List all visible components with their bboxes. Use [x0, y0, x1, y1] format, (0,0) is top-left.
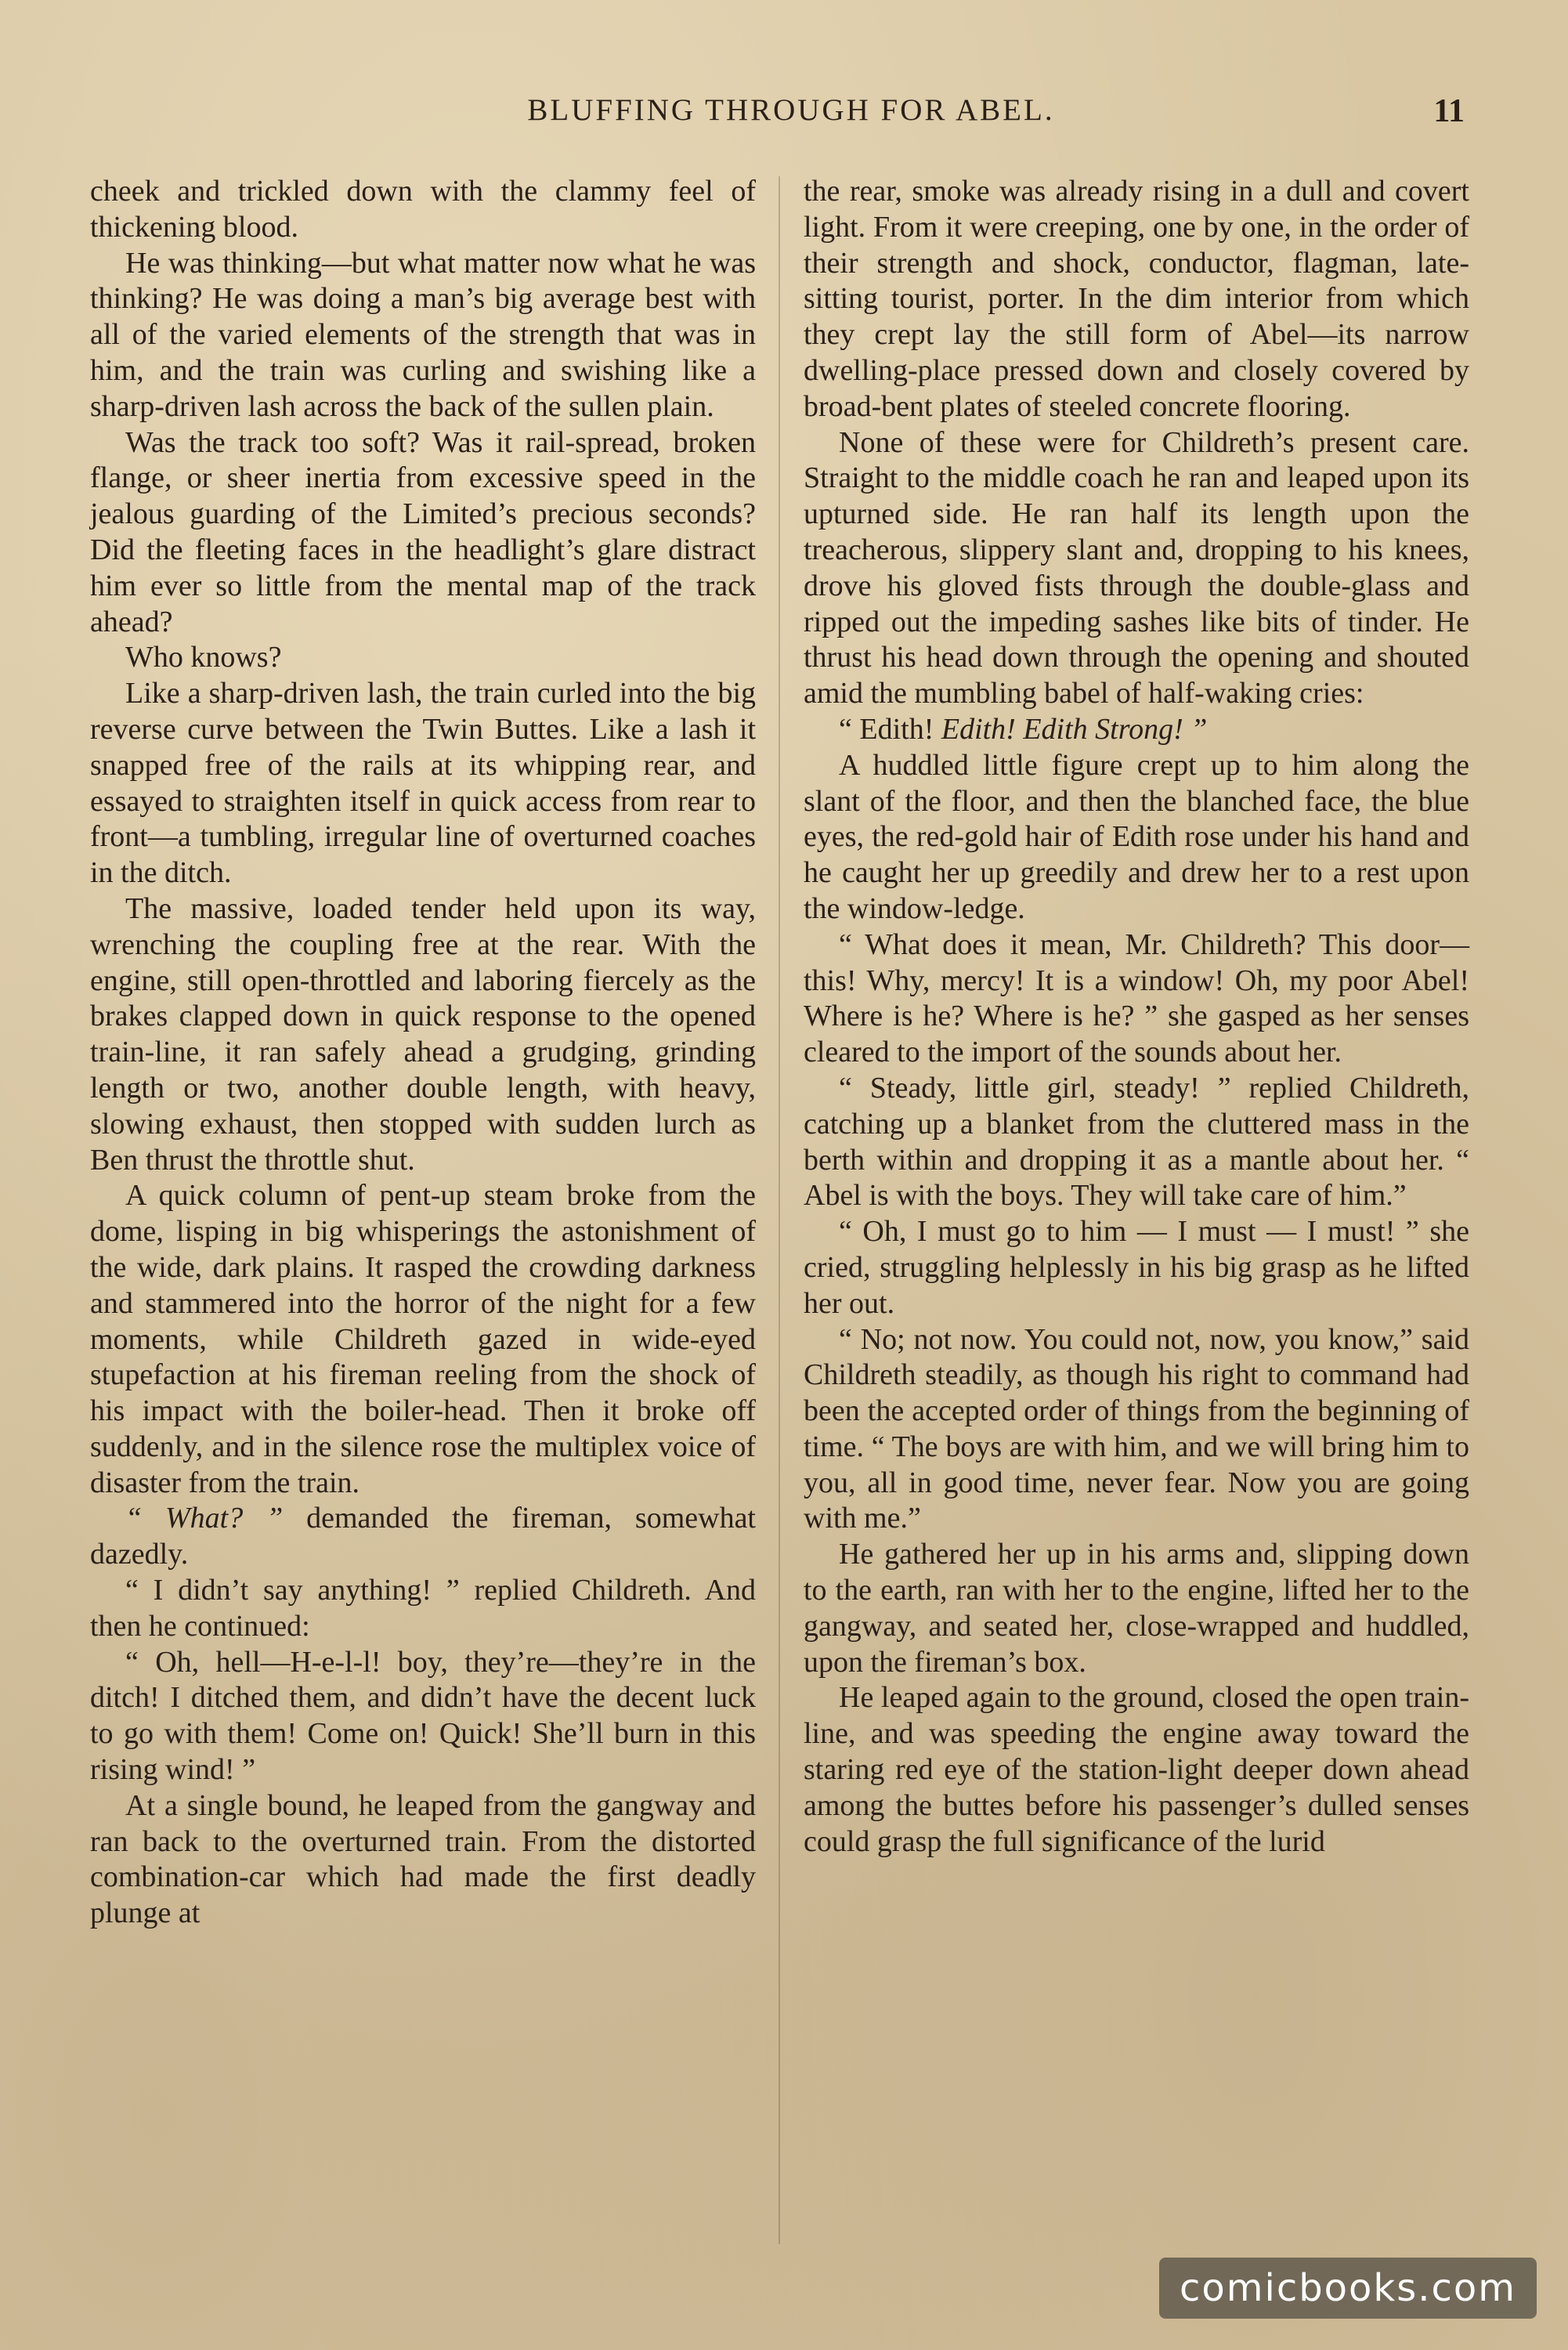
paragraph-text: cheek and trickled down with the clammy feel of thickening blood.	[90, 175, 756, 244]
paragraph-text: “ No; not now. You could not, now, you know,” said Childreth steadily, as though his right to command had been the accepted order of things from the beginning of time. “ The boys are with him, and we will bring him to you, all in good time, never fear. Now you are going with me.”	[804, 1322, 1469, 1535]
paragraph-text: A quick column of pent-up steam broke from the dome, lisping in big whisperings the astonishment of the wide, dark plains. It rasped the crowding darkness and stammered into the horror of the night for a few moments, while Childreth gazed in wide-eyed stupefaction at his fireman reeling from the shock of his impact with the boiler-head. Then it broke off suddenly, and in the silence rose the multiplex voice of disaster from the train.	[90, 1179, 756, 1499]
paragraph	[90, 1178, 756, 1501]
site-watermark	[1159, 2258, 1537, 2319]
column-gutter	[779, 176, 780, 2244]
paragraph-text: The massive, loaded tender held upon its way, wrenching the coupling free at the rear. With the engine, still open-throttled and laboring fiercely as the brakes clapped down in quick response to the opened train-line, it ran safely ahead a grudging, grinding length or two, another double length, with heavy, slowing exhaust, then stopped with sudden lurch as Ben thrust the throttle shut.	[90, 891, 756, 1177]
paragraph-text: He gathered her up in his arms and, slipping down to the earth, ran with her to the engine, lifted her to the gangway, and seated her, close-wrapped and huddled, upon the fireman’s box.	[804, 1538, 1469, 1679]
paragraph-text: “ I didn’t say anything! ” replied Childreth. And then he continued:	[90, 1574, 756, 1643]
paragraph	[804, 174, 1469, 425]
paragraph-text: the rear, smoke was already rising in a dull and covert light. From it were creeping, one by one, in the order of their strength and shock, conductor, flagman, late-sitting tourist, porter. In the dim interior from which they crept lay the still form of Abel—its narrow dwelling-place pressed down and closely covered by broad-bent plates of steeled concrete flooring.	[804, 175, 1469, 423]
paragraph-text: “ Oh, hell—H-e-l-l! boy, they’re—they’re in the ditch! I ditched them, and didn’t have the decent luck to go with them! Come on! Quick! She’ll burn in this rising wind! ”	[90, 1645, 756, 1787]
paragraph-text: “ Oh, I must go to him — I must — I must! ” she cried, struggling helplessly in his big grasp as he lifted her out.	[804, 1215, 1469, 1320]
paragraph	[90, 425, 756, 641]
paragraph	[804, 1680, 1469, 1860]
paragraph	[804, 1322, 1469, 1538]
paragraph-text: “ Steady, little girl, steady! ” replied Childreth, catching up a blanket from the cluttered mass in the berth within and dropping it as a mantle about her. “ Abel is with the boys. They will take care of him.”	[804, 1071, 1469, 1213]
right-text-column	[804, 174, 1469, 1860]
paragraph	[804, 748, 1469, 927]
left-text-column	[90, 174, 756, 1932]
paragraph	[804, 1537, 1469, 1680]
running-title: BLUFFING THROUGH FOR ABEL.	[527, 93, 1055, 127]
paragraph	[804, 1214, 1469, 1321]
paragraph-text: “ What does it mean, Mr. Childreth? This door—this! Why, mercy! It is a window! Oh, my poor Abel! Where is he? Where is he? ” she gasped as her senses cleared to the import of the sounds about her.	[804, 927, 1469, 1069]
paragraph-text: At a single bound, he leaped from the gangway and ran back to the overturned train. From the distorted combination-car which had made the first deadly plunge at	[90, 1788, 756, 1930]
paragraph	[90, 891, 756, 1178]
paragraph	[804, 712, 1469, 748]
page-number: 11	[1433, 93, 1465, 129]
paragraph	[90, 246, 756, 425]
italic-text: Edith! Edith Strong! ”	[941, 712, 1208, 746]
paragraph-text: A huddled little figure crept up to him along the slant of the floor, and then the blanched face, the blue eyes, the red-gold hair of Edith rose under his hand and he caught her up greedily and drew her to a rest upon the window-ledge.	[804, 748, 1469, 925]
paragraph	[804, 927, 1469, 1071]
paragraph-text: Like a sharp-driven lash, the train curled into the big reverse curve between the Twin Buttes. Like a lash it snapped free of the rails at its whipping rear, and essayed to straighten itself in quick access from rear to front—a tumbling, irregular line of overturned coaches in the ditch.	[90, 677, 756, 890]
paragraph-text: “ Edith!	[839, 712, 941, 746]
paragraph	[90, 640, 756, 676]
paragraph	[90, 1573, 756, 1645]
paragraph	[90, 1501, 756, 1573]
paragraph-text: None of these were for Childreth’s present care. Straight to the middle coach he ran and leaped upon its upturned side. He ran half its length upon the treacherous, slippery slant and, dropping to his knees, drove his gloved fists through the double-glass and ripped out the impeding sashes like bits of tinder. He thrust his head down through the opening and shouted amid the mumbling babel of half-waking cries:	[804, 425, 1469, 710]
paragraph	[90, 174, 756, 246]
page-header	[86, 92, 1496, 139]
paragraph	[90, 1645, 756, 1788]
paragraph-text: Who knows?	[125, 641, 282, 674]
italic-text: “ What? ”	[125, 1502, 284, 1535]
watermark-text: comicbooks.com	[1179, 2266, 1516, 2310]
paragraph-text: He was thinking—but what matter now what he was thinking? He was doing a man’s big average best with all of the varied elements of the strength that was in him, and the train was curling and swishing like a sharp-driven lash across the back of the sullen plain.	[90, 246, 756, 423]
paragraph-text: He leaped again to the ground, closed the open train-line, and was speeding the engine away toward the staring red eye of the station-light deeper down ahead among the buttes before his passenger’s dulled senses could grasp the full significance of the lurid	[804, 1681, 1469, 1858]
paragraph	[804, 1071, 1469, 1214]
paragraph	[90, 1788, 756, 1932]
paragraph-text: demanded the fireman, somewhat dazedly.	[90, 1502, 756, 1571]
paragraph	[90, 676, 756, 891]
paragraph	[804, 425, 1469, 712]
paragraph-text: Was the track too soft? Was it rail-spread, broken flange, or sheer inertia from excessive speed in the jealous guarding of the Limited’s precious seconds? Did the fleeting faces in the headlight’s glare distract him ever so little from the mental map of the track ahead?	[90, 425, 756, 638]
